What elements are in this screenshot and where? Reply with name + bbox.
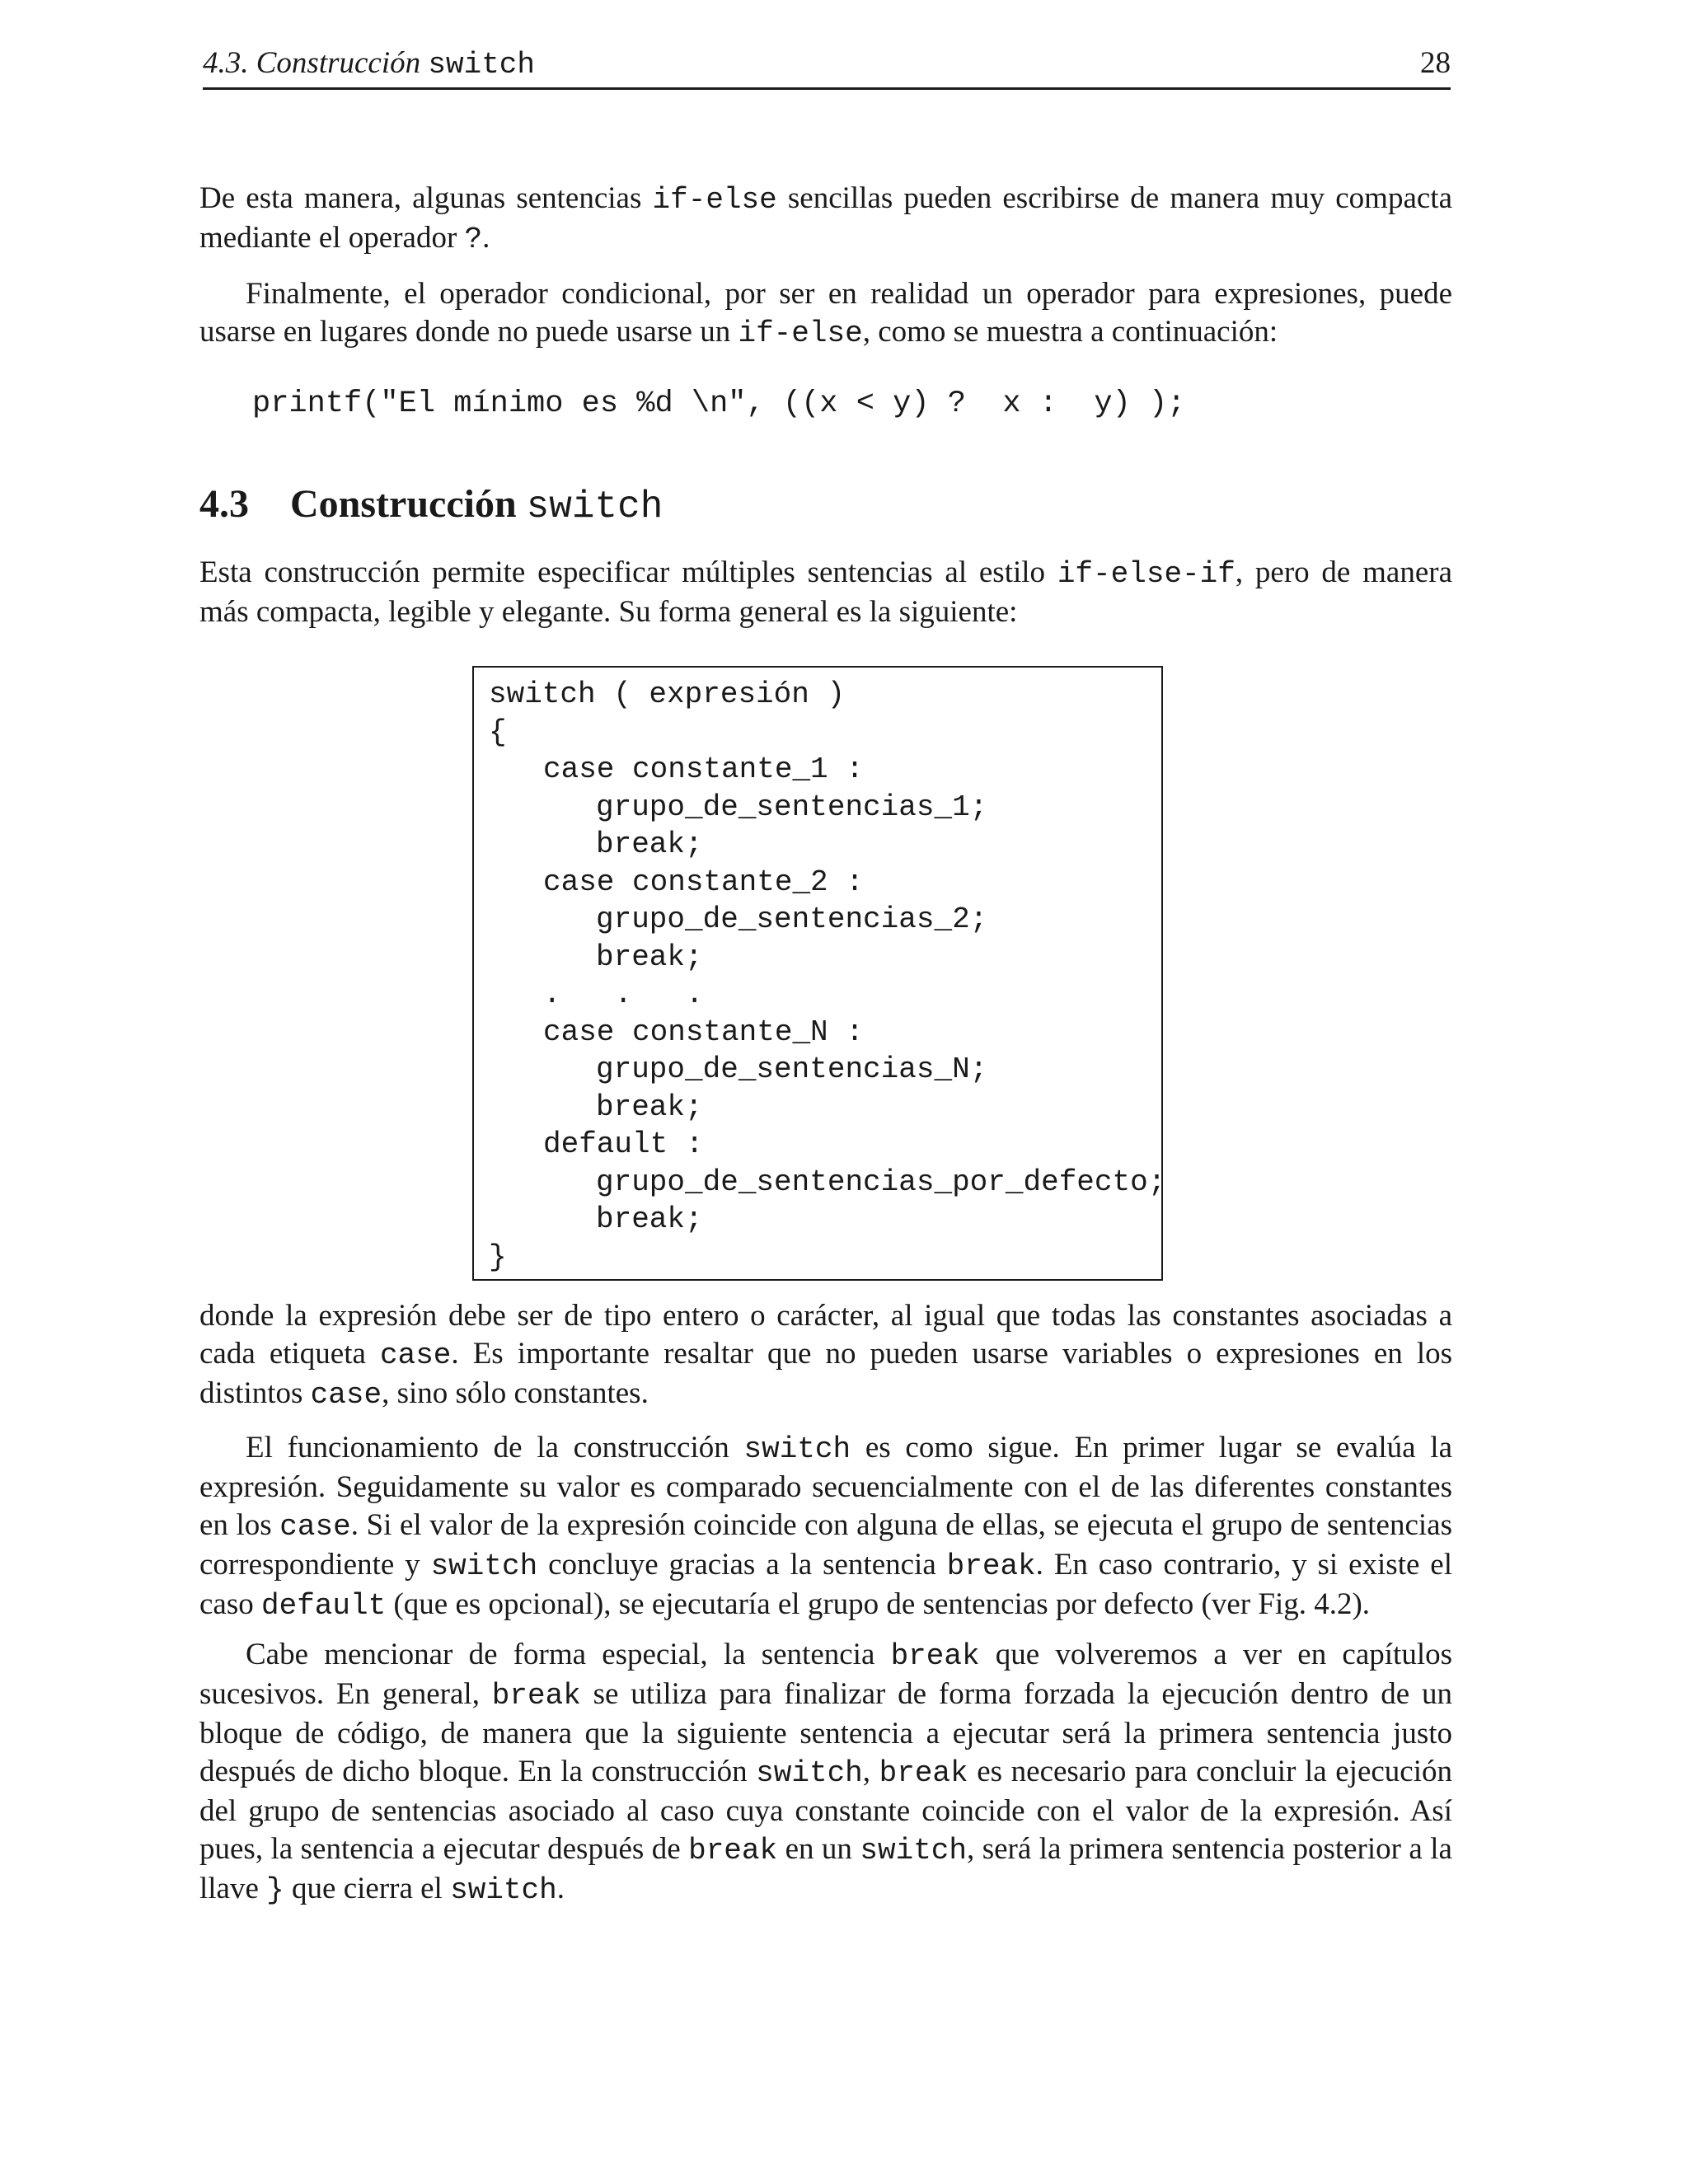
- inline-code: break: [879, 1756, 968, 1790]
- code-line: }: [489, 1240, 507, 1274]
- inline-code: break: [491, 1679, 581, 1713]
- section-title-code: switch: [526, 485, 663, 528]
- code-example-printf: printf("El mínimo es %d \n", ((x < y) ? x : y) );: [252, 387, 1186, 421]
- code-line: break;: [596, 1202, 703, 1236]
- page-number: 28: [1420, 46, 1451, 80]
- inline-code: ?: [464, 223, 483, 256]
- code-line: grupo_de_sentencias_1;: [596, 790, 988, 824]
- code-line: {: [489, 715, 507, 749]
- paragraph-conditional-operator: Finalmente, el operador condicional, por ser en realidad un operador para expresiones, puede usarse en lugares donde no puede usarse un if-else, como se muestra a continuación:: [199, 277, 1452, 350]
- code-line: break;: [596, 940, 703, 974]
- inline-code: switch: [860, 1834, 968, 1868]
- inline-code: default: [261, 1589, 387, 1623]
- section-heading: [199, 480, 663, 532]
- inline-code: break: [688, 1834, 778, 1868]
- running-head-section: 4.3. Construcción switch: [203, 46, 536, 82]
- code-line: grupo_de_sentencias_2;: [596, 902, 988, 936]
- code-line: grupo_de_sentencias_N;: [596, 1052, 988, 1086]
- paragraph-ternary-intro: De esta manera, algunas sentencias if-else sencillas pueden escribirse de manera muy compacta mediante el operador ?.: [199, 181, 1452, 256]
- code-line: . . .: [543, 977, 704, 1011]
- section-title: Construcción: [290, 482, 517, 526]
- code-line: case constante_1 :: [543, 752, 864, 786]
- inline-code: if-else: [738, 316, 863, 350]
- section-number: 4.3: [199, 482, 249, 526]
- running-head: [203, 43, 1451, 90]
- inline-code: }: [266, 1873, 284, 1907]
- code-line: break;: [596, 827, 703, 861]
- code-line: default :: [543, 1127, 704, 1161]
- inline-code: switch: [430, 1549, 538, 1583]
- switch-syntax-box: [472, 666, 1166, 1281]
- inline-code: switch: [743, 1432, 851, 1466]
- inline-code: break: [946, 1549, 1036, 1583]
- paragraph-break-statement: Cabe mencionar de forma especial, la sentencia break que volveremos a ver en capítulos sucesivos. En general, break se utiliza para finalizar de forma forzada la ejecución dentro de un bloque de código, de manera que la siguiente sentencia a ejecutar será la primera sentencia justo después de dicho bloque. En la construcción switch, break es necesario para concluir la ejecución del grupo de sentencias asociado al caso cuya constante coincide con el valor de la expresión. Así pues, la sentencia a ejecutar después de break en un switch, será la primera sentencia posterior a la llave } que cierra el switch.: [199, 1638, 1453, 1907]
- code-line: break;: [596, 1090, 703, 1124]
- inline-code: case: [310, 1378, 382, 1412]
- inline-code: if-else: [652, 183, 777, 217]
- code-line: case constante_2 :: [543, 865, 864, 899]
- running-head-code: switch: [428, 48, 536, 82]
- inline-code: case: [279, 1510, 351, 1544]
- inline-code: switch: [450, 1873, 557, 1907]
- inline-code: if-else-if: [1057, 557, 1236, 591]
- inline-code: case: [379, 1338, 452, 1372]
- inline-code: switch: [756, 1756, 863, 1790]
- code-line: grupo_de_sentencias_por_defecto;: [596, 1165, 1166, 1199]
- paragraph-case-constants: donde la expresión debe ser de tipo entero o carácter, al igual que todas las constantes asociadas a cada etiqueta case. Es importante resaltar que no pueden usarse variables o expresiones en los distintos case, sino sólo constantes.: [199, 1299, 1452, 1412]
- code-line: case constante_N :: [543, 1015, 864, 1049]
- code-line: switch ( expresión ): [489, 677, 846, 711]
- inline-code: break: [890, 1639, 980, 1673]
- paragraph-switch-operation: El funcionamiento de la construcción switch es como sigue. En primer lugar se evalúa la expresión. Seguidamente su valor es comparado secuencialmente con el de las diferentes constantes en los case. Si el valor de la expresión coincide con alguna de ellas, se ejecuta el grupo de sentencias correspondiente y switch concluye gracias a la sentencia break. En caso contrario, y si existe el caso default (que es opcional), se ejecutaría el grupo de sentencias por defecto (ver Fig. 4.2).: [199, 1431, 1452, 1623]
- paragraph-switch-intro: Esta construcción permite especificar múltiples sentencias al estilo if-else-if, pero de manera más compacta, legible y elegante. Su forma general es la siguiente:: [199, 555, 1452, 629]
